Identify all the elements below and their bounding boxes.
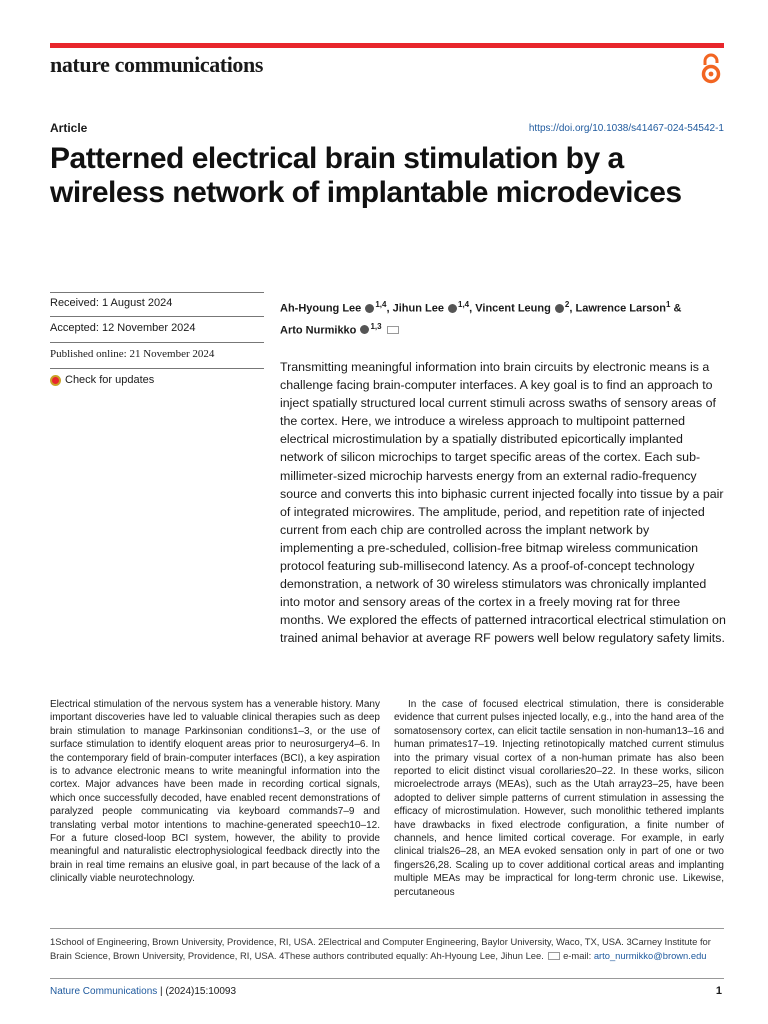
meta-divider (50, 292, 264, 293)
footer-divider (50, 978, 724, 979)
accepted-date: Accepted: 12 November 2024 (50, 322, 196, 334)
check-for-updates-label: Check for updates (65, 374, 155, 386)
email-icon[interactable] (387, 326, 399, 334)
author-affiliation: 1 (665, 300, 671, 309)
author-name[interactable]: Jihun Lee (392, 302, 444, 315)
body-column-left: Electrical stimulation of the nervous system has a venerable history. Many important discoveries have led to valuable clinical therapies such as deep brain stimulation to manage Parkinsonian conditions1–3, or the use of surface stimulation to identify eloquent areas prior to neurosurgery4–6. In the contemporary field of brain-computer interfaces (BCI), a key aspiration is to advance electronic means to write meaningful information into the cortex. Major advances have been made in recording cortical signals, which once successfully decoded, have enabled recent demonstrations of paralyzed people communicating via keyboard commands7–9 and translating verbal motor intentions to machine-generated speech10–12. For a future closed-loop BCI system, however, the ability to provide meaningful and naturalistic electrophysiological feedback directly into the brain in real time remains an elusive goal, in part because of the lack of a clinically viable neurotechnology. (50, 699, 380, 885)
author-affiliation: 1,3 (370, 321, 382, 331)
body-column-right: In the case of focused electrical stimulation, there is considerable evidence that current pulses injected locally, e.g., into the hand area of the somatosensory cortex, can elicit tactile sensation in non-human13–16 and human primates17–19. Injecting retinotopically matched current stimulus into the primary visual cortex of a non-human primate has also been reported to elicit distinct visual corollaries20–22. In these works, silicon microelectrode arrays (MEAs), such as the Utah array23–25, have been adopted to deliver simple patterns of current stimulation in assessing the efficacy of microstimulation. However, such monolithic tethered implants have drawbacks in fixed electrode configuration, a finite number of channels, and hence limited cortical coverage. For example, in early clinical trials26–28, an MEA evoked sensation only in part of one or two fingers26,28. Scaling up to cover additional cortical areas and implanting multiple MEAs may be impractical for long-term chronic use. Likewise, percutaneous (394, 699, 724, 898)
top-accent-rule (50, 43, 724, 48)
check-for-updates-button[interactable] (50, 374, 264, 386)
meta-divider (50, 342, 264, 343)
meta-divider (50, 368, 264, 369)
footer-citation (50, 986, 236, 997)
email-icon (548, 952, 560, 960)
orcid-icon[interactable] (365, 304, 374, 313)
orcid-icon[interactable] (555, 304, 564, 313)
footer-volume: | (2024)15:10093 (160, 986, 237, 997)
published-date: Published online: 21 November 2024 (50, 348, 215, 360)
doi-link[interactable]: https://doi.org/10.1038/s41467-024-54542-1 (528, 123, 724, 134)
meta-divider (50, 316, 264, 317)
received-date: Received: 1 August 2024 (50, 297, 173, 309)
corresponding-email-link[interactable]: arto_nurmikko@brown.edu (593, 950, 707, 961)
author-name[interactable]: Lawrence Larson (575, 302, 666, 315)
affiliations-text: 1School of Engineering, Brown University, Providence, RI, USA. 2Electrical and Computer Engineering, Baylor University, Waco, TX, USA. 3Carney Institute for Brain Science, Brown University, Providence, RI, USA. 4These authors contributed equally: Ah-Hyoung Lee, Jihun Lee. (50, 936, 711, 961)
orcid-icon[interactable] (448, 304, 457, 313)
orcid-icon[interactable] (360, 325, 369, 334)
author-affiliation: 2 (564, 300, 570, 309)
article-title: Patterned electrical brain stimulation by a wireless network of implantable microdevices (50, 142, 682, 209)
author-affiliation: 1,4 (375, 300, 387, 309)
author-list: Ah-Hyoung Lee $^{1,4}$, Jihun Lee $^{1,4}$, Vincent Leung $^2$, Lawrence Larson$^1$ & Arto Nurmikko $^{1,3}$ (280, 300, 682, 337)
author-name[interactable]: Arto Nurmikko (280, 324, 357, 337)
affiliations-footnote (50, 935, 726, 963)
footer-journal-link[interactable]: Nature Communications (50, 986, 158, 997)
author-name[interactable]: Ah-Hyoung Lee (280, 302, 362, 315)
author-name[interactable]: Vincent Leung (475, 302, 551, 315)
open-access-icon[interactable] (698, 53, 724, 85)
check-updates-icon (50, 375, 61, 386)
email-label: e-mail: (563, 950, 592, 961)
abstract-text: Transmitting meaningful information into brain circuits by electronic means is a challenge facing brain-computer interfaces. A key goal is to find an approach to inject spatially structured local current stimuli across swaths of sensory areas of the cortex. Here, we introduce a wireless approach to multipoint patterned electrical microstimulation by a spatially distributed epicortically implanted network of silicon microchips to target specific areas of the cortex. Each sub-millimeter-sized microchip harvests energy from an external radio-frequency source and converts this into biphasic current injected focally into tissue by a pair of integrated microwires. The amplitude, period, and repetition rate of injected current from each chip are controlled across the implant network by implementing a pre-scheduled, collision-free bitmap wireless communication protocol featuring sub-millisecond latency. As a proof-of-concept technology demonstration, a network of 30 wireless stimulators was chronically implanted into motor and sensory areas of the cortex in a freely moving rat for three months. We explored the effects of patterned intracortical electrical stimulation on trained animal behavior at average RF powers well below regulatory safety limits. (280, 360, 726, 646)
journal-name[interactable]: nature communications (50, 52, 264, 77)
page-number: 1 (715, 985, 722, 997)
author-ampersand: & (673, 302, 682, 315)
author-affiliation: 1,4 (458, 300, 470, 309)
footnote-divider (50, 928, 724, 929)
article-type-label: Article (50, 121, 88, 135)
